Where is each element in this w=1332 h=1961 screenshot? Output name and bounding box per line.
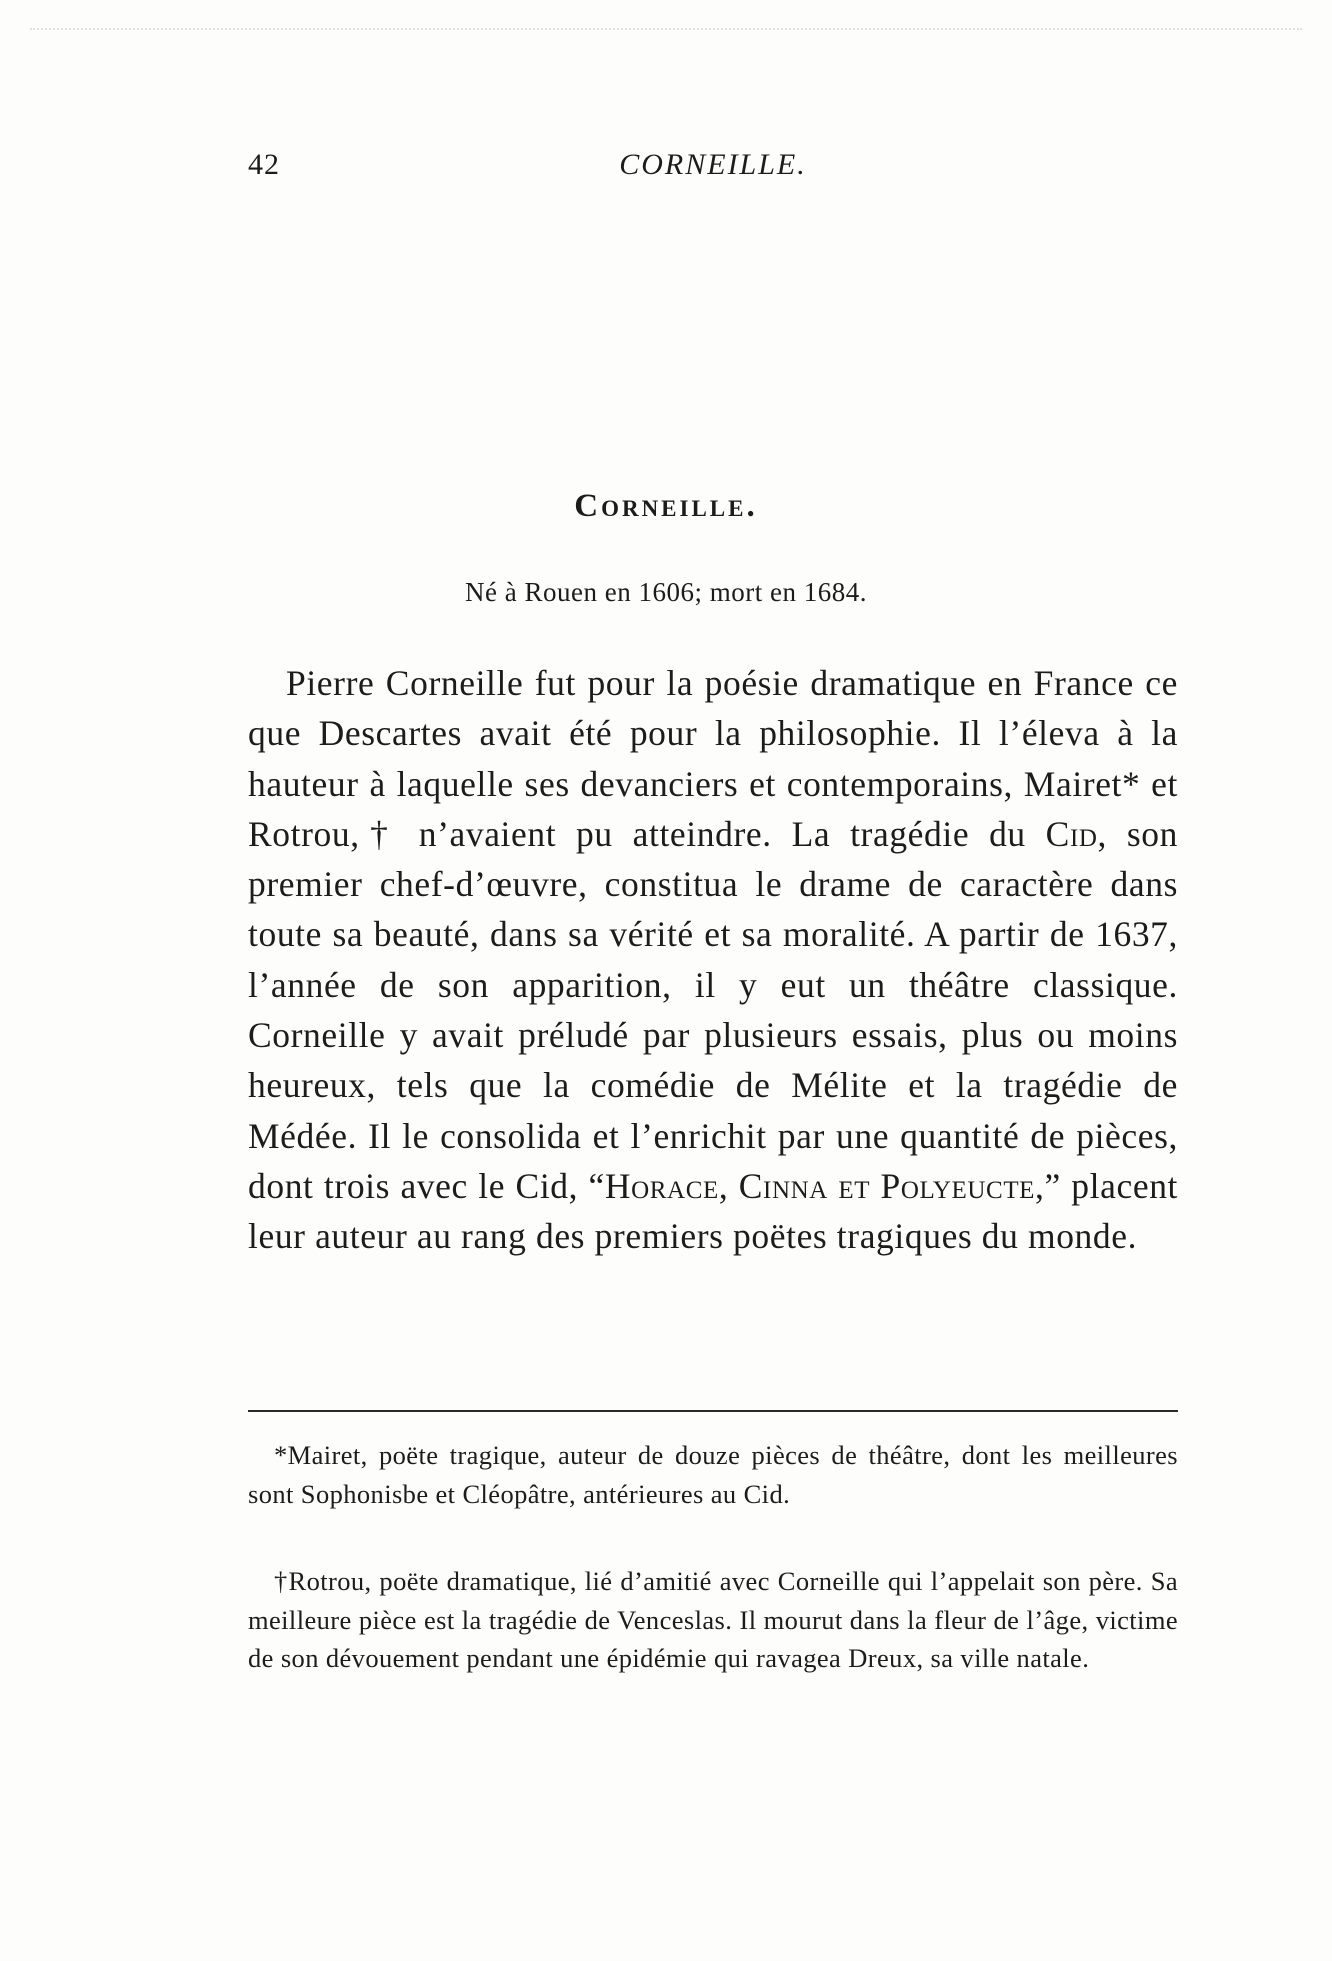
birth-death-dates: Né à Rouen en 1606; mort en 1684. xyxy=(465,577,867,607)
section-title: Corneille. xyxy=(574,488,758,524)
cid-small-caps: Cid xyxy=(1045,813,1098,854)
scan-edge-noise xyxy=(30,28,1302,30)
running-head xyxy=(248,148,1178,188)
running-title: CORNEILLE. xyxy=(619,148,807,181)
body-text-part-3: ” placent leur auteur au rang des premiers poëtes tragiques du monde. xyxy=(248,1165,1179,1257)
plays-small-caps: Horace, Cinna et Polyeucte, xyxy=(604,1165,1045,1206)
footnote-rule xyxy=(248,1410,1178,1412)
body-paragraph xyxy=(248,658,1178,1262)
body-text-part-1: Pierre Corneille fut pour la poésie dramatique en France ce que Descartes avait été pour la philosophie. Il l’éleva à la hauteur à laquelle ses devanciers et contemporains, Mairet* et Rotrou,† n’avaient pu atteindre. La tragédie du xyxy=(248,663,1178,854)
footnote-rotrou: †Rotrou, poëte dramatique, lié d’amitié avec Corneille qui l’appelait son père. Sa meilleure pièce est la tragédie de Venceslas. Il mourut dans la fleur de l’âge, victime de son dévouement pendant une épidémie qui ravagea Dreux, sa ville natale. xyxy=(248,1566,1178,1673)
footnote-mairet: *Mairet, poëte tragique, auteur de douze pièces de théâtre, dont les meilleures sont Sophonisbe et Cléopâtre, antérieures au Cid. xyxy=(248,1440,1178,1509)
body-text-part-2: , son premier chef-d’œuvre, constitua le drame de caractère dans toute sa beauté, dans sa vérité et sa moralité. A partir de 1637, l’année de son apparition, il y eut un théâtre classique. Corneille y avait préludé par plusieurs essais, plus ou moins heureux, tels que la comédie de Mélite et la tragédie de Médée. Il le consolida et l’enrichit par une quantité de pièces, dont trois avec le Cid, “ xyxy=(248,813,1178,1206)
page-number: 42 xyxy=(248,148,280,181)
